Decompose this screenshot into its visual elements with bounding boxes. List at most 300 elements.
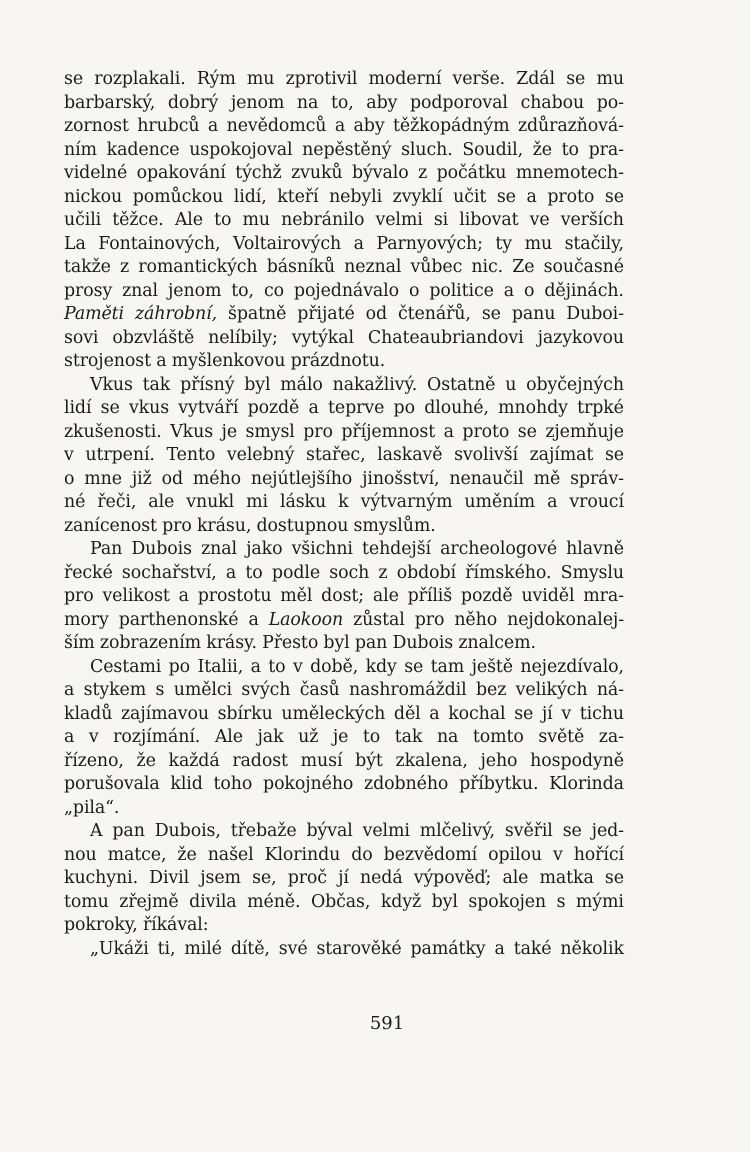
word: La [64, 233, 86, 254]
word: opakování [136, 163, 226, 183]
word: to, [231, 280, 254, 301]
word: se [604, 868, 624, 888]
word: mnohdy [498, 398, 568, 418]
word: jak [257, 727, 284, 747]
word: řecké [64, 562, 113, 583]
word: hrubců [137, 116, 200, 136]
word: je [332, 727, 349, 747]
word: a [250, 656, 261, 677]
word: chabou [520, 92, 585, 113]
word: příbytku. [459, 774, 539, 794]
word: ná- [596, 680, 624, 700]
word: trpké [577, 398, 624, 418]
word: lidí, [233, 186, 267, 207]
word: s [556, 891, 566, 912]
word: z [378, 562, 388, 583]
word: kochal [448, 703, 506, 724]
word: sovi [64, 327, 99, 348]
word: svolivší [454, 445, 518, 465]
word: jenom [230, 92, 285, 113]
word: Klorindu [264, 844, 341, 865]
word: stykem [83, 680, 147, 700]
word: méně. [247, 891, 301, 912]
word: jenom [167, 280, 222, 301]
word: že [532, 139, 552, 160]
text-line [64, 68, 624, 92]
paragraph [64, 656, 624, 821]
text-line [64, 844, 624, 868]
word: po [393, 398, 415, 418]
word: zprotivil [285, 69, 358, 89]
word: lidí [64, 398, 92, 418]
word: hořící [573, 844, 624, 865]
word: zkalena, [395, 750, 468, 771]
word: s [155, 680, 165, 700]
word: rozplakali. [94, 69, 186, 89]
word: od [365, 304, 388, 324]
text-line [64, 891, 624, 915]
word: Vkus [90, 374, 133, 395]
word: období [396, 562, 457, 583]
word: a [64, 727, 75, 747]
word: a [494, 938, 505, 959]
word: všichni [291, 539, 353, 559]
word: a [156, 351, 167, 371]
word: Občas, [310, 891, 371, 912]
word: panu [511, 304, 556, 324]
word: se [604, 445, 624, 465]
word: klid [170, 774, 203, 794]
word: velmi [362, 821, 410, 841]
word: libovat [459, 210, 519, 230]
word: záhrobní, [135, 304, 218, 324]
word: milé [184, 938, 222, 959]
word: bývalo [352, 163, 409, 183]
word: římského. [465, 562, 552, 583]
word: radost [232, 750, 288, 771]
word: hospodyně [530, 750, 624, 771]
text-line [64, 468, 624, 492]
word: zdobného [364, 774, 449, 794]
text-line [64, 750, 624, 774]
text-line [64, 491, 624, 515]
word: příjemnost [341, 421, 436, 442]
word: řeči, [97, 492, 137, 512]
word: pro [303, 421, 333, 442]
word: pra- [588, 139, 624, 160]
word: po [168, 656, 191, 677]
word: o [524, 280, 535, 301]
word: se [100, 398, 120, 418]
word: moderní [368, 69, 442, 89]
word: měl [280, 586, 313, 606]
word: zůstal [353, 609, 405, 630]
paragraph [64, 374, 624, 539]
word: přísný [180, 374, 235, 395]
text-line [64, 444, 624, 468]
word: Divil [149, 868, 190, 888]
word: kuchyni. [64, 868, 138, 888]
word: a [547, 492, 558, 512]
word: uměleckých [281, 703, 386, 724]
word: jazykovou [537, 327, 624, 348]
word: nejdokonalej- [507, 609, 624, 630]
word: básníků [266, 257, 335, 277]
word: a [308, 398, 319, 418]
word: aby [353, 116, 385, 136]
word: mne [84, 468, 122, 489]
word: smysl [245, 421, 295, 442]
word: Klorinda [549, 774, 624, 794]
page-text [64, 68, 624, 961]
word: dlouhé, [424, 398, 489, 418]
word: zkušenosti. [64, 421, 162, 442]
text-line [64, 139, 624, 163]
word: v [88, 727, 99, 747]
word: tak [142, 374, 171, 395]
word: těžkopádným [393, 116, 510, 136]
word: nic. [471, 257, 504, 277]
word: nou [64, 844, 97, 865]
word: Chateaubriandovi [367, 327, 524, 348]
word: něho [454, 609, 498, 630]
text-line [64, 656, 624, 680]
word: byl [323, 633, 350, 653]
word: pokroky, [64, 915, 138, 935]
word: ty [495, 233, 513, 254]
word: vůbec [410, 257, 463, 277]
word: parthenonské [118, 609, 239, 630]
word: pojednávalo [293, 280, 400, 301]
word: výtvarným [360, 492, 453, 512]
word: památky [410, 938, 486, 959]
word: podle [271, 562, 321, 583]
word: to [214, 210, 232, 230]
word: si [433, 210, 449, 230]
word: velmi [375, 210, 423, 230]
word: pozdě [460, 586, 513, 606]
word: mi [246, 492, 268, 512]
text-line [64, 515, 624, 539]
word: pan [354, 633, 388, 653]
word: Fontainových, [98, 233, 221, 254]
word: nickou [64, 186, 123, 207]
word: také [513, 938, 552, 959]
word: na [436, 727, 459, 747]
text-line [64, 538, 624, 562]
word: uměním [464, 492, 536, 512]
word: sluch. [401, 139, 453, 160]
word: každá [168, 750, 220, 771]
word: prosy [64, 280, 113, 301]
word: Dubois [392, 633, 454, 653]
word: se [562, 821, 582, 841]
word: pan [112, 821, 145, 841]
word: v [292, 656, 303, 677]
text-line [64, 726, 624, 750]
word: výpověď; [413, 868, 492, 888]
word: už [298, 727, 319, 747]
word: pozdě [247, 398, 300, 418]
word: uviděl [521, 586, 575, 606]
text-line [64, 938, 624, 962]
word: sochařství, [121, 562, 217, 583]
word: to, [330, 92, 354, 113]
word: ním [64, 139, 97, 160]
word: dítě, [230, 938, 270, 959]
word: několik [560, 938, 624, 959]
word: vkus [128, 398, 170, 418]
text-line [64, 562, 624, 586]
paragraph [64, 938, 624, 962]
word: své [278, 938, 308, 959]
text-line [64, 914, 624, 938]
word: z [120, 257, 130, 277]
word: řízeno, [64, 750, 124, 771]
word: divila [189, 891, 237, 912]
word: nebyli [329, 186, 383, 207]
word: svěřil [504, 821, 553, 841]
word: uspokojoval [189, 139, 293, 160]
word: Pan [90, 539, 123, 559]
word: v [552, 844, 563, 865]
word: ve [529, 210, 550, 230]
text-line [64, 703, 624, 727]
word: vytýkal [291, 327, 354, 348]
word: byl [244, 374, 271, 395]
word: Dubois [131, 539, 192, 559]
word: zvuků [291, 163, 343, 183]
word: k [338, 492, 349, 512]
word: se [496, 186, 516, 207]
word: proto [547, 186, 595, 207]
word: do [351, 844, 373, 865]
word: příliš [407, 586, 453, 606]
word: byl [431, 891, 458, 912]
word: mlčelivý, [419, 821, 495, 841]
word: dostupnou [256, 515, 349, 536]
word: znal [122, 280, 159, 301]
word: jako [246, 539, 283, 559]
word: Soudil, [462, 139, 524, 160]
word: bez [475, 680, 507, 700]
text-line [64, 186, 624, 210]
word: říkával: [142, 915, 209, 935]
word: Parnyových; [376, 233, 483, 254]
word: utrpení. [85, 445, 155, 465]
word: být [355, 750, 383, 771]
word: zřejmě [119, 891, 179, 912]
word: zajímavou [120, 703, 209, 724]
word: třebaže [230, 821, 297, 841]
word: strojenost [64, 351, 151, 371]
word: to [268, 656, 286, 677]
word: době, [310, 656, 359, 677]
word: soch [329, 562, 370, 583]
word: spokojen [468, 891, 547, 912]
word: se [514, 703, 534, 724]
word: bezvědomí [383, 844, 478, 865]
word: „Ukáži [90, 938, 149, 959]
word: nepěstěný [302, 139, 392, 160]
word: ještě [471, 656, 513, 677]
word: tam [430, 656, 465, 677]
word: Vkus [170, 421, 214, 442]
word: Ostatně [427, 374, 496, 395]
word: pro [414, 609, 445, 630]
word: podporoval [410, 92, 508, 113]
word: učit [453, 186, 487, 207]
text-line [64, 797, 624, 821]
word: o [64, 468, 75, 489]
word: o [408, 280, 420, 301]
word: nashromáždil [349, 680, 467, 700]
word: tomto [472, 727, 524, 747]
text-line [64, 679, 624, 703]
word: stařec, [306, 445, 366, 465]
word: v [64, 445, 74, 465]
word: tomu [64, 891, 109, 912]
word: obyčejných [526, 374, 624, 395]
word: znalcem. [458, 633, 536, 653]
word: čtenářů, [398, 304, 471, 324]
word: těžce. [112, 210, 164, 230]
word: se [604, 186, 624, 207]
word: dějinách. [544, 280, 624, 301]
word: týchž [235, 163, 282, 183]
word: sbírku [217, 703, 273, 724]
word: kadence [106, 139, 180, 160]
word: jí [541, 703, 553, 724]
word: za- [598, 727, 624, 747]
page-number: 591 [369, 1013, 405, 1034]
word: býval [306, 821, 353, 841]
word: pro [64, 586, 94, 606]
word: světě [538, 727, 585, 747]
word: Rým [196, 69, 236, 89]
word: myšlenkovou [171, 351, 286, 371]
word: A [90, 821, 103, 841]
word: když [380, 891, 422, 912]
word: od [161, 468, 184, 489]
word: co [263, 280, 284, 301]
text-line [64, 585, 624, 609]
word: a [207, 116, 219, 136]
word: Ale [174, 210, 203, 230]
word: mnemotech- [515, 163, 624, 183]
text-line [64, 162, 624, 186]
word: mu [246, 69, 275, 89]
word: se [481, 304, 501, 324]
text-line [64, 115, 624, 139]
text-line [64, 92, 624, 116]
word: nelíbily; [208, 327, 278, 348]
word: nakažlivý. [332, 374, 418, 395]
word: vnukl [186, 492, 235, 512]
word: našel [207, 844, 254, 865]
word: to [245, 562, 263, 583]
word: prostotu [197, 586, 272, 606]
word: hlavně [566, 539, 624, 559]
word: a [443, 421, 454, 442]
word: současné [543, 257, 624, 277]
word: mory [64, 609, 109, 630]
word: mu [596, 69, 624, 89]
word: Zdál [516, 69, 556, 89]
word: pomůckou [132, 186, 224, 207]
word: „pila“. [64, 797, 120, 818]
text-line [64, 867, 624, 891]
word: mými [575, 891, 624, 912]
word: jinošství, [362, 468, 440, 489]
word: nenaučil [449, 468, 524, 489]
word: starověké [316, 938, 402, 959]
word: videlné [64, 163, 128, 183]
word: ale [372, 586, 399, 606]
text-line [64, 632, 624, 656]
word: přijaté [297, 304, 355, 324]
word: matka [539, 868, 594, 888]
word: ti, [157, 938, 176, 959]
word: časů [299, 680, 340, 700]
word: Ale [214, 727, 243, 747]
word: porušovala [64, 774, 160, 794]
text-line [64, 773, 624, 797]
word: Laokoon [268, 609, 344, 630]
word: a [353, 233, 364, 254]
word: proto [462, 421, 510, 442]
word: se, [252, 868, 277, 888]
word: se [566, 69, 586, 89]
word: znal [201, 539, 237, 559]
word: laskavě [377, 445, 443, 465]
text-line [64, 327, 624, 351]
word: umělci [173, 680, 232, 700]
word: to [561, 139, 579, 160]
word: tehdejší [362, 539, 431, 559]
word: né [64, 492, 86, 512]
word: zdůrazňová- [517, 116, 624, 136]
word: velikých [515, 680, 588, 700]
word: pro [162, 515, 192, 536]
paragraph [64, 538, 624, 656]
word: Tento [166, 445, 216, 465]
word: špatně [228, 304, 287, 324]
text-line [64, 303, 624, 327]
word: a [225, 562, 237, 583]
word: matce, [107, 844, 167, 865]
word: zanícenost [64, 515, 157, 536]
word: vroucí [569, 492, 624, 512]
word: romantických [138, 257, 258, 277]
word: kteří [277, 186, 319, 207]
word: jed- [591, 821, 624, 841]
word: kladů [64, 703, 113, 724]
word: velebný [226, 445, 295, 465]
word: Smyslu [560, 562, 624, 583]
text-line [64, 280, 624, 304]
word: nejútlejšího [250, 468, 353, 489]
word: politice [429, 280, 494, 301]
word: Duboi- [566, 304, 624, 324]
word: Cestami [90, 656, 162, 677]
word: barbarský, [64, 92, 156, 113]
word: neznal [344, 257, 402, 277]
word: po- [596, 92, 624, 113]
word: obzvláště [112, 327, 195, 348]
text-line [64, 256, 624, 280]
word: že [136, 750, 156, 771]
